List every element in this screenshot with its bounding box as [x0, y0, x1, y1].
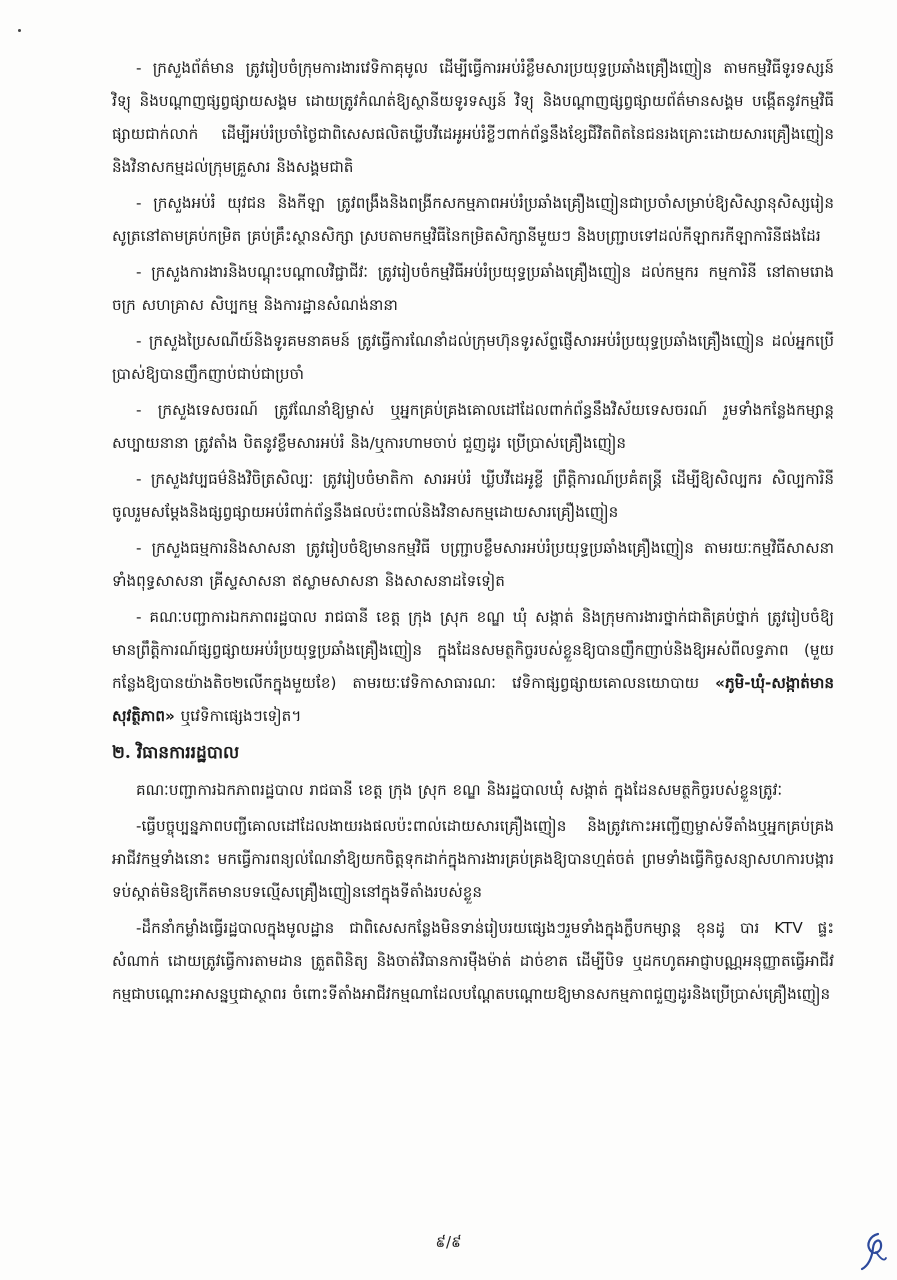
ministry-religion-paragraph: - ក្រសួងធម្មការនិងសាសនា ត្រូវរៀបចំឱ្យមានកម្មវិធី បញ្ជ្រាបខ្លឹមសារអប់រំប្រយុទ្ធប្រឆាំងគ្រឿងញៀន តាមរយៈកម្មវិធីសាសនា ទាំងពុទ្ធសាសនា គ្រីស្ទសាសនា ឥស្លាមសាសនា និងសាសនាដទៃទៀត	[112, 539, 834, 590]
margin-dot	[18, 29, 21, 32]
page-number: ៩/៩	[435, 1233, 462, 1251]
admin-paragraph-ending: ឬវេទិកាផ្សេងៗទៀត។	[174, 707, 302, 725]
ministry-education-paragraph: - ក្រសួងអប់រំ យុវជន និងកីឡា ត្រូវពង្រឹងនិងពង្រីកសកម្មភាពអប់រំប្រឆាំងគ្រឿងញៀនជាប្រចាំសម្រាប់ឱ្យសិស្សានុសិស្សរៀនសូត្រនៅតាមគ្រប់កម្រិត គ្រប់គ្រឹះស្ថានសិក្សា ស្របតាមកម្មវិធីនៃកម្រិតសិក្សានីមួយៗ និងបញ្ជ្រាបទៅដល់កីឡាករកីឡាការិនីផងដែរ	[112, 194, 834, 245]
ministry-culture-paragraph: - ក្រសួងវប្បធម៌និងវិចិត្រសិល្បៈ ត្រូវរៀបចំមាតិកា សារអប់រំ ឃ្លីបវីដេអូខ្លី ព្រឹត្តិការណ៍ប្រគំតន្ត្រី ដើម្បីឱ្យសិល្បករ សិល្បការិនី ចូលរួមសម្ដែងនិងផ្សព្វផ្សាយអប់រំពាក់ព័ន្ធនឹងផលប៉ះពាល់និងវិនាសកម្មដោយសារគ្រឿងញៀន	[112, 470, 834, 521]
section-intro-paragraph: គណៈបញ្ជាការឯកភាពរដ្ឋបាល រាជធានី ខេត្ត ក្រុង ស្រុក ខណ្ឌ និងរដ្ឋបាលឃុំ សង្កាត់ ក្នុងដែនសមត្ថកិច្ចរបស់ខ្លួនត្រូវៈ	[136, 781, 783, 799]
document-body	[112, 52, 834, 1014]
ministry-information-paragraph: - ក្រសួងព័ត៌មាន ត្រូវរៀបចំក្រុមការងារវេទិកាគុមូល ដើម្បីធ្វើការអប់រំខ្លឹមសារប្រយុទ្ធប្រឆាំងគ្រឿងញៀន តាមកម្មវិធីទូរទស្សន៍ វិទ្យុ និងបណ្ដាញផ្សព្វផ្សាយសង្គម ដោយត្រូវកំណត់ឱ្យស្ថានីយទូរទស្សន៍ វិទ្យុ និងបណ្ដាញផ្សព្វផ្សាយព័ត៌មានសង្គម បង្កើតនូវកម្មវិធីផ្សាយជាក់លាក់ ដើម្បីអប់រំប្រចាំថ្ងៃជាពិសេសផលិតឃ្លីបវីដេអូអប់រំខ្លីៗពាក់ព័ន្ធនឹងខ្សែជីវិតពិតនៃជនរងគ្រោះដោយសារគ្រឿងញៀន និងវិនាសកម្មដល់ក្រុមគ្រួសារ និងសង្គមជាតិ	[112, 59, 834, 176]
ministry-telecom-paragraph: - ក្រសួងប្រៃសណីយ៍និងទូរគមនាគមន៍ ត្រូវធ្វើការណែនាំដល់ក្រុមហ៊ុនទូរស័ព្ទផ្ញើសារអប់រំប្រយុទ្ធប្រឆាំងគ្រឿងញៀន ដល់អ្នកប្រើប្រាស់ឱ្យបានញឹកញាប់ជាប់ជាប្រចាំ	[112, 332, 834, 383]
section-heading-administrative-measures: ២. វិធានការរដ្ឋបាល	[112, 743, 240, 763]
admin-command-paragraph	[112, 601, 834, 733]
update-target-list-paragraph: -ធ្វើបច្ចុប្បន្នភាពបញ្ជីគោលដៅដែលងាយរងផលប៉ះពាល់ដោយសារគ្រឿងញៀន និងត្រូវកោះអញ្ជើញម្ចាស់ទីតាំងឬអ្នកគ្រប់គ្រងអាជីវកម្មទាំងនោះ មកធ្វើការពន្យល់ណែនាំឱ្យយកចិត្តទុកដាក់ក្នុងការងារគ្រប់គ្រងឱ្យបានហ្មត់ចត់ ព្រមទាំងធ្វើកិច្ចសន្យាសហការបង្ការ ទប់ស្កាត់មិនឱ្យកើតមានបទល្មើសគ្រឿងញៀននៅក្នុងទីតាំងរបស់ខ្លួន	[112, 817, 834, 901]
ministry-labour-paragraph: - ក្រសួងការងារនិងបណ្ដុះបណ្ដាលវិជ្ជាជីវៈ ត្រូវរៀបចំកម្មវិធីអប់រំប្រយុទ្ធប្រឆាំងគ្រឿងញៀន ដល់កម្មករ កម្មការិនី នៅតាមរោងចក្រ សហគ្រាស សិប្បកម្ម និងការដ្ឋានសំណង់នានា	[112, 263, 834, 314]
safe-village-slogan: «ភូមិ-ឃុំ-សង្កាត់មានសុវត្ថិភាព»	[112, 674, 834, 725]
ministry-tourism-paragraph: - ក្រសួងទេសចរណ៍ ត្រូវណែនាំឱ្យម្ចាស់ ឬអ្នកគ្រប់គ្រងគោលដៅដែលពាក់ព័ន្ធនឹងវិស័យទេសចរណ៍ រួមទាំងកន្លែងកម្សាន្តសប្បាយនានា ត្រូវតាំង បិតនូវខ្លឹមសារអប់រំ និង/ឬការហាមចាប់ ជួញដូរ ប្រើប្រាស់គ្រឿងញៀន	[112, 401, 834, 452]
local-enforcement-paragraph: -ដឹកនាំកម្លាំងធ្វើរដ្ឋបាលក្នុងមូលដ្ឋាន ជាពិសេសកន្លែងមិនទាន់រៀបរយផ្សេងៗរួមទាំងក្នុងក្លឹបកម្សាន្ត ខុនដូ បារ KTV ផ្ទះសំណាក់ ដោយត្រូវធ្វើការតាមដាន ត្រួតពិនិត្យ និងចាត់វិធានការម៉ឺងម៉ាត់ ដាច់ខាត ដើម្បីបិទ ឬដកហូតអាជ្ញាបណ្ណអនុញ្ញាតធ្វើអាជីវកម្មជាបណ្ដោះអាសន្នឬជាស្ថាពរ ចំពោះទីតាំងអាជីវកម្មណាដែលបណ្ដែតបណ្ដោយឱ្យមានសកម្មភាពជួញដូរនិងប្រើប្រាស់គ្រឿងញៀន	[112, 919, 834, 1003]
handwritten-initial-icon	[856, 1228, 890, 1272]
admin-paragraph-text: - គណៈបញ្ជាការឯកភាពរដ្ឋបាល រាជធានី ខេត្ត ក្រុង ស្រុក ខណ្ឌ ឃុំ សង្កាត់ និងក្រុមការងារថ្នាក់ជាតិគ្រប់ថ្នាក់ ត្រូវរៀបចំឱ្យមានព្រឹត្តិការណ៍ផ្សព្វផ្សាយអប់រំប្រយុទ្ធប្រឆាំងគ្រឿងញៀន ក្នុងដែនសមត្ថកិច្ចរបស់ខ្លួនឱ្យបានញឹកញាប់និងឱ្យអស់ពីលទ្ធភាព (មួយកន្លែងឱ្យបានយ៉ាងតិច២លើកក្នុងមួយខែ) តាមរយៈវេទិកាសាធារណៈ វេទិកាផ្សព្វផ្សាយគោលនយោបាយ	[112, 608, 834, 692]
